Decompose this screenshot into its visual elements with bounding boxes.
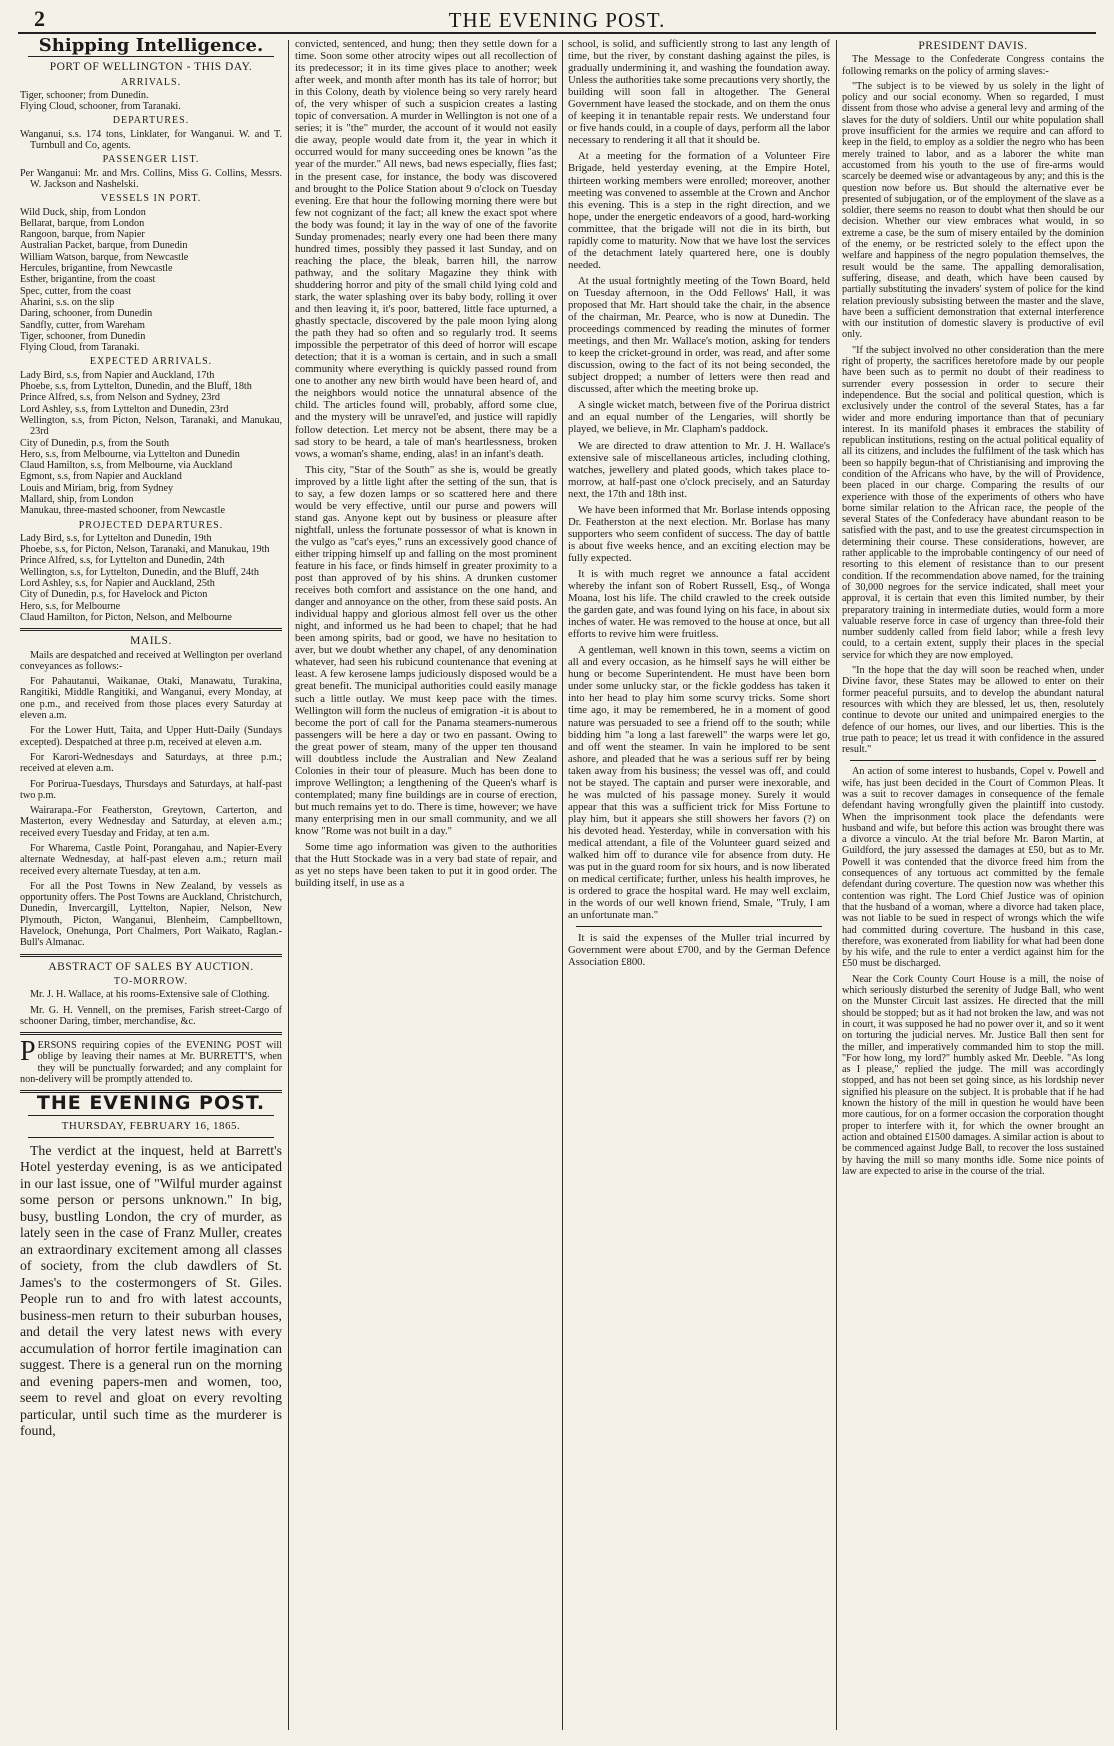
article-paragraph: This city, "Star of the South" as she is, would be greatly improved by a little light after the setting of the sun, that is to say, a few dozen lamps or so scattered here and there would be very effective, until our purse and powers will stand gas. Anyone kept out by business or pleasure after nightfall, unless the fortunate possessor of what is known in the vulgo as "cat's eyes," runs an excessively good chance of either tripping himself up and falling on the most prominent feature in his face, or finds himself in greater proximity to a post than approved of by his shins. A drunken customer receives both comfort and assistance on the one hand, and danger and annoyance on the other, from these said posts. An individual happy and glorious almost fell over us the other night, and informed us he had been to chapel; that he had been among spirits, bad or good, we have no hesitation to aver, but we doubt whether any chapel, of any denomination whatever, had seen his rubicund countenance that evening at least. A few kerosene lamps judiciously disposed would be a great benefit. The municipal authorities could easily manage such a little outlay. We must keep pace with the times. Wellington will form the nucleus of emigration -it is about to become the port of call for the Panama steamers-numerous passengers will be here a day or two en passant. Owing to the great power of steam, many of the upper ten thousand will doubtless include the Australian and New Zealand Colonies in their tour of pleasure. Much has been done to improve Wellington; a lengthening of the Queen's wharf is contemplated; many fine buildings are in course of erection, but much remains yet to do. There is time, however; we have many enterprising men in our small community, and we all know "Rome was not built in a day.": [295, 463, 557, 838]
vessel-item: Wild Duck, ship, from London: [20, 206, 146, 218]
vessel-item: Spec, cutter, from the coast: [20, 285, 132, 297]
divider: [28, 56, 274, 57]
article-paragraph: Some time ago information was given to the authorities that the Hutt Stockade was in a very bad state of repair, and as yet no steps have been taken to put it in good order. The building itself, in use as a: [295, 841, 557, 890]
projected-item: Prince Alfred, s.s, for Lyttelton and Dunedin, 24th: [20, 555, 225, 567]
vessel-item: Sandfly, cutter, from Wareham: [20, 319, 145, 331]
leader-article: The verdict at the inquest, held at Barrett's Hotel yesterday evening, is as we anticipated in our last issue, one of "Wilful murder against some person or persons unknown." In big, busy, bustling London, the cry of murder, as lately seen in the case of Franz Muller, creates an extraordinary excitement among all classes of society, from the club dawdlers of St. James's to the costermongers of St. Giles. People run to and fro with latest accounts, business-men return to their suburban houses, and detail the very latest news with every accumulation of horror fertile imagination can suggest. There is a general run on the morning and evening papers-men and women, too, seem to revel and gloat on every revolting particular, until such time as the murderer is found,: [20, 1142, 282, 1439]
article-paragraph: An action of some interest to husbands, Copel v. Powell and wife, has just been decided in the Court of Common Pleas. It was a suit to recover damages in consequence of the female defendant having wrongfully given the plaintiff into custody. When the imprisonment took place the defendants were husband and wife, but before this action was brought there was a divorce a vinculo. At the trial before Mr. Baron Martin, at Guildford, the jury assessed the damages at £50, but as to Mr. Powell it was contended that the divorce freed him from the consequences of any tortuous act committed by the female defendant during coverture. The question now was whether this contention was right. The Lord Chief Justice was of opinion that the husband of a woman, where a divorce had taken place, was not liable to be sued in respect of wrongs which the wife had committed during coverture. The husband in this case, therefore, was exonerated from liability for what had been done by his wife, and the rule to enter a verdict against him for the £50 must be discharged.: [842, 766, 1104, 970]
mails-paragraph: For the Lower Hutt, Taita, and Upper Hutt-Daily (Sundays excepted). Despatched at three p.m, received at eleven a.m.: [20, 725, 282, 748]
expected-item: Lady Bird, s.s, from Napier and Auckland, 17th: [20, 369, 215, 381]
article-paragraph: "In the hope that the day will soon be reached when, under Divine favor, these States may be allowed to enter on their former peaceful pursuits, and to develop the abundant natural resources with which they are blessed, let us, then, resolutely continue to devote our united and unimpaired energies to the defence of our homes, our lives, and our liberties. This is the true path to peace; let us tread it with confidence in the assured result.": [842, 665, 1104, 756]
arrivals-heading: ARRIVALS.: [120, 76, 182, 88]
mails-paragraph: For all the Post Towns in New Zealand, by vessels as opportunity offers. The Post Towns are Auckland, Christchurch, Dunedin, Invercargill, Lyttelton, Napier, Nelson, New Plymouth, Picton, Wanganui, Blenheim, Campbelltown, Havelock, Onehunga, Port Chalmers, Port Waikato, Raglan.-Bull's Almanac.: [20, 880, 282, 949]
vessels-heading: VESSELS IN PORT.: [100, 193, 202, 205]
article-paragraph: "The subject is to be viewed by us solely in the light of policy and our social economy. When so regarded, I must dissent from those who advise a general levy and arming of the slaves for the duty of soldiers. Until our white population shall prove insufficient for the armies we require and can afford to keep in the field, to employ as a soldier the negro who has been merely trained to labor, and as a laborer the white man accustomed from his youth to the use of fire-arms would scarcely be deemed wise or advantageous by any; and this is the question now before us. But should the alternative ever be presented of subjugation, or of the employment of the slave as a soldier, there seems no reason to doubt what then should be our decision. Whether our view embraces what would, in so extreme a case, be the sum of misery entailed by the dominion of the enemy, or be restricted solely to the effect upon the welfare and happiness of the negro population themselves, the result would be the same. The appalling demoralisation, suffering, disease, and death, which have been caused by partially substituting the invaders' system of police for the kind relation previously subsisting between the master and the slave, have been a sufficient demonstration that external interference with our institution of domestic slavery is productive of evil only.: [842, 80, 1104, 341]
divider: [28, 1137, 274, 1138]
article-heading: PRESIDENT DAVIS.: [918, 40, 1028, 52]
vessel-item: Tiger, schooner, from Dunedin: [20, 330, 146, 342]
departure-item: Wanganui, s.s. 174 tons, Linklater, for Wanganui. W. and T. Turnbull and Co, agents.: [20, 128, 282, 152]
article-paragraph: Near the Cork County Court House is a mill, the noise of which seriously disturbed the serenity of Judge Ball, who went on the Munster Circuit last assizes. He directed that the mill should be stopped; but as it had not broken the law, and was not in court, it was supposed he had no power over it, and so it went on torturing the judicial nerves. Mr. Justice Ball then sent for the miller, and imperatively commanded him to stop the mill. "For how long, my lord?" humbly asked Mr. Deeble. "As long as I please," replied the judge. The mill was accordingly stopped, and has not been set going since, as his lordship never signified his pleasure on the subject. It is probable that if he had known the history of the mill in question he would have been more cautious, for on a former occasion the corporation thought proper to interfere with it, for which the owner brought an action and obtained £1500 damages. A similar action is about to be commenced against Judge Ball, to recover the loss sustained by having the mill so many months idle. Some nice points of law are expected to arise in the course of the trial.: [842, 973, 1104, 1177]
expected-item: City of Dunedin, p.s, from the South: [20, 437, 170, 449]
article-paragraph: A single wicket match, between five of the Porirua district and an equal number of the Lengaries, will shortly be played, we believe, in Mr. Clapham's paddock.: [568, 399, 830, 436]
column-2: [295, 38, 557, 1734]
article-paragraph: A gentleman, well known in this town, seems a victim on all and every occasion, as he himself says he will either be hung or become Superintendent. He must have been born under some unlucky star, or the fickle goddess has taken it into her head to play him some scurvy tricks. Some short time ago, it may be remembered, he in a moment of good nature was persuaded to see a friend off to the south; while bidding him "a long a last farewell" the warps were let go, and off went the steamer. In vain he implored to be sent ashore, and pleaded that he was a serious suff rer by being taken away from his business; the vessel was off, and could not be stayed. The captain and purser were inexorable, and he was mulcted of his passage money. Surely it would appear that this was a sufficient trick for Miss Fortune to play him, but it appears she still showers her favors (?) on his devoted head. Yesterday, while in conversation with his medical attendant, a file of the Volunteer guard seized and walked him off to durance vile for absence from duty. He was put in the guard room for six hours, and is now liberated on medical certificate; further, unless his health improves, he is ordered to grace the hospital ward. He may well exclaim, in the words of our well known friend, Smale, "Truly, I am an unfortunate man.": [568, 644, 830, 922]
column-rule: [288, 40, 289, 1730]
vessel-item: Aharini, s.s. on the slip: [20, 296, 115, 308]
expected-item: Hero, s.s, from Melbourne, via Lyttelton and Dunedin: [20, 448, 240, 460]
article-paragraph: At a meeting for the formation of a Volunteer Fire Brigade, held yesterday evening, at the Empire Hotel, thirteen working members were enrolled; moreover, another meeting was convened to assemble at the Crown and Anchor this evening. This is a step in the right direction, and we hope, under the energetic endeavors of a good, hard-working committee, that the brigade will not die in its birth, but rapidly come to maturity. Now that we have lost the services of the detachment lately quartered here, one is doubly needed.: [568, 150, 830, 271]
divider: [28, 1115, 274, 1116]
vessel-item: Esther, brigantine, from the coast: [20, 274, 156, 286]
vessel-item: Bellarat, barque, from London: [20, 217, 145, 229]
vessel-item: Daring, schooner, from Dunedin: [20, 308, 153, 320]
expected-item: Lord Ashley, s.s, from Lyttelton and Dunedin, 23rd: [20, 403, 229, 415]
article-paragraph: We are directed to draw attention to Mr. J. H. Wallace's extensive sale of miscellaneous articles, including clothing, watches, jewellery and plated goods, which takes place to-morrow, at half-past one o'clock precisely, and an Saturday next, the 17th and 18th inst.: [568, 439, 830, 500]
article-paragraph: At the usual fortnightly meeting of the Town Board, held on Tuesday afternoon, in the Odd Fellows' Hall, it was proposed that Mr. Hart should take the chair, in the absence of the chairman, Mr. Pearce, who is now at Dunedin. The proceedings commenced by reading the minutes of former meetings, and then Mr. Wallace's motion, asking for tenders to keep the cricket-ground in order, was read, and after some discussion, owing to the fact of its not being seconded, the subject dropped; a number of letters were then read and discussed, after which the meeting broke up.: [568, 274, 830, 396]
vessel-item: Hercules, brigantine, from Newcastle: [20, 263, 173, 275]
article-paragraph: It is said the expenses of the Muller trial incurred by Government were about £700, and by the German Defence Association £800.: [568, 932, 830, 969]
article-paragraph: It is with much regret we announce a fatal accident whereby the infant son of Robert Russell, Esq., of Wonga Moana, lost his life. The child crawled to the creek outside the garden gate, and was found lying on his face, in about six inches of water. He was removed to the house at once, but all efforts to revive him were fruitless.: [568, 567, 830, 641]
vessel-item: William Watson, barque, from Newcastle: [20, 251, 189, 263]
expected-item: Wellington, s.s, from Picton, Nelson, Taranaki, and Manukau, 23rd: [20, 414, 282, 438]
column-1: [20, 38, 282, 1734]
column-rule: [562, 40, 563, 1730]
vessel-item: Australian Packet, barque, from Dunedin: [20, 240, 188, 252]
column-rule: [836, 40, 837, 1730]
vessel-item: Flying Cloud, from Taranaki.: [20, 342, 140, 354]
projected-item: Lord Ashley, s.s, for Napier and Auckland, 25th: [20, 578, 215, 590]
article-paragraph: school, is solid, and sufficiently strong to last any length of time, but the river, by constant dashing against the piles, is gradually undermining it, and washing the foundation away. Unless the authorities take some precautions very shortly, the building will soon fall in altogether. The General Government have leased the stockade, and on them the onus of keeping it in tenantable repair rests. We understand four or five hands could, in a couple of days, perform all the labor necessary to rendering it all that it should be.: [568, 38, 830, 147]
expected-item: Manukau, three-masted schooner, from Newcastle: [20, 505, 225, 517]
projected-heading: PROJECTED DEPARTURES.: [78, 519, 224, 531]
arrival-item: Tiger, schooner; from Dunedin.: [20, 89, 149, 101]
mails-paragraph: For Pahautanui, Waikanae, Otaki, Manawatu, Turakina, Rangitiki, Middle Rangitiki, and Wanganui, every Monday, at one p.m., and received from those places every Saturday at eleven a.m.: [20, 676, 282, 722]
article-paragraph: We have been informed that Mr. Borlase intends opposing Dr. Featherston at the next election. Mr. Borlase has many supporters who seem confident of success. The day of battle is about five weeks hence, and an exciting election may be fully expected.: [568, 503, 830, 564]
passenger-heading: PASSENGER LIST.: [102, 154, 200, 166]
projected-item: Claud Hamilton, for Picton, Nelson, and Melbourne: [20, 611, 232, 623]
port-heading: PORT OF WELLINGTON - THIS DAY.: [49, 61, 253, 74]
mails-paragraph: For Porirua-Tuesdays, Thursdays and Saturdays, at half-past two p.m.: [20, 778, 282, 801]
divider: [20, 628, 282, 631]
projected-item: Wellington, s.s, for Lyttelton, Dunedin, and the Bluff, 24th: [20, 566, 259, 578]
masthead: [18, 6, 1096, 34]
column-3: [568, 38, 830, 1734]
article-intro: The Message to the Confederate Congress contains the following remarks on the policy of arming slaves:-: [842, 54, 1104, 77]
article-paragraph: "If the subject involved no other consideration than the mere right of property, the sacrifices heretofore made by our people have been such as to permit no doubt of their readiness to surrender every possession in order to secure their independence. But the social and political question, which is exclusively under the control of the several States, has a far wider and more enduring importance than that of pecuniary interest. In its manifold phases it embraces the stability of republican institutions, resting on the actual political equality of all its citizens, and includes the fulfilment of the task which has been so happily begun-that of Christianising and improving the condition of the Africans who have, by the will of Providence, been placed in our charge. Comparing the results of our experience with those of the experiments of others who have borne similar relation to the African race, the people of the several States of the Confederacy have abundant reason to be satisfied with the past, and to use the greatest circumspection in determining their course. These considerations, however, are rather applicable to the improbable contingency of our need of resorting to this element of resistance than to our present condition. If the recommendation above named, for the training of 30,000 negroes for the service indicated, shall meet your approval, it is certain that even this limited number, by their preparatory training in intermediate duties, would form a more valuable reserve force in case of urgency than three-fold their number suddenly called from field labor; while a fresh levy could, to a certain extent, supply their places in the special service for which they are now employed.: [842, 344, 1104, 661]
mails-paragraph: Wairarapa.-For Featherston, Greytown, Carterton, and Masterton, every Wednesday and Saturday, at eleven a.m.; received every Tuesday and Friday, at ten a.m.: [20, 805, 282, 839]
shipping-heading: Shipping Intelligence.: [38, 38, 264, 56]
divider: [20, 1032, 282, 1035]
expected-item: Claud Hamilton, s.s, from Melbourne, via Auckland: [20, 460, 233, 472]
expected-item: Phoebe, s.s, from Lyttelton, Dunedin, and the Bluff, 18th: [20, 381, 252, 393]
column-4: [842, 38, 1104, 1734]
vessel-item: Rangoon, barque, from Napier: [20, 229, 145, 241]
passenger-item: Per Wanganui: Mr. and Mrs. Collins, Miss G. Collins, Messrs. W. Jackson and Nashelski.: [20, 167, 282, 190]
expected-item: Prince Alfred, s.s, from Nelson and Sydney, 23rd: [20, 392, 220, 404]
subscription-notice: PERSONS requiring copies of the EVENING POST will oblige by leaving their names at Mr. BURRETT'S, when they will be punctually forwarded; and any complaint for non-delivery will be promptly attended to.: [20, 1036, 282, 1086]
paper-title: THE EVENING POST.: [36, 1092, 266, 1115]
auction-item: Mr. J. H. Wallace, at his rooms-Extensive sale of Clothing.: [30, 989, 270, 1001]
auction-item: Mr. G. H. Vennell, on the premises, Farish street-Cargo of schooner Daring, timber, merchandise, &c.: [20, 1004, 282, 1027]
expected-item: Louis and Miriam, brig, from Sydney: [20, 482, 174, 494]
mails-paragraph: Mails are despatched and received at Wellington per overland conveyances as follows:-: [20, 649, 282, 672]
projected-item: Phoebe, s.s, for Picton, Nelson, Taranaki, and Manukau, 19th: [20, 544, 270, 556]
dateline: THURSDAY, FEBRUARY 16, 1865.: [61, 1119, 241, 1132]
expected-heading: EXPECTED ARRIVALS.: [89, 356, 213, 368]
page-number: 2: [34, 6, 45, 31]
projected-item: City of Dunedin, p.s, for Havelock and Picton: [20, 589, 208, 601]
projected-item: Hero, s.s, for Melbourne: [20, 600, 121, 612]
arrival-item: Flying Cloud, schooner, from Taranaki.: [20, 101, 181, 113]
expected-item: Mallard, ship, from London: [20, 493, 134, 505]
divider: [20, 954, 282, 957]
mails-paragraph: For Wharema, Castle Point, Porangahau, and Napier-Every alternate Wednesday, at half-past eleven a.m.; return mail received every alternate Tuesday, at ten a.m.: [20, 843, 282, 877]
auction-subheading: TO-MORROW.: [113, 975, 189, 987]
projected-item: Lady Bird, s.s, for Lyttelton and Dunedin, 19th: [20, 532, 212, 544]
divider: [850, 760, 1096, 761]
article-paragraph: convicted, sentenced, and hung; then they settle down for a time. Soon some other atrocity wipes out all recollection of its predecessor; it in its time gives place to another; week after week, and month after month has its tale of horror; but in this Colony, death by violence being so very rarely heard of, the very whisper of such a suspicion creates a lasting topic of conversation. A murder in Wellington is not one of a series; it is "the" murder, the account of it would not easily die away, people would date from it, the year in which it occurred would for many succeeding ones be known "as the year of the murder." All news, bad news especially, flies fast; in the present case, for instance, the body was discovered and brought to the Police Station about 9 o'clock on Tuesday evening. Ere that hour the following morning there were but few not cognizant of the fact; all knew the exact spot where the body was found; it lay in the way of one of the favorite Sunday promenades; nearly every one had been there many hundred times, possibly they passed it last Sunday, and on reaching the place, the bleak, barren hill, the narrow pathway, and the solitary Magazine they think with shuddering horror and pity of the small child lying cold and stark, the water splashing over its baby body, rolling it over and then leaving it, it's poor, battered, little face upturned, a ghastly spectacle, discovered by the pale moon lying along the path they had so often and so regularly trod. It seems impossible the perpetrator of this deed of horror will escape detection; that it is a woman is certain, and in such a small community where everything is quickly passed round from one to another any new birth would have been heard of, and the neighbors would notice the unnatural absence of the child. The articles found will, probably, afford some clue, and the mystery will be unravel'ed, and justice will rapidly follow detection. Let mercy not be absent, there may be a sad story to be heard, a tale of man's heartlessness, broken vows, a woman's shame, ending, alas! in an infant's death.: [295, 38, 557, 460]
mails-heading: MAILS.: [130, 635, 172, 648]
mails-paragraph: For Karori-Wednesdays and Saturdays, at three p.m.; received at eleven a.m.: [20, 751, 282, 775]
departures-heading: DEPARTURES.: [112, 115, 190, 127]
expected-item: Egmont, s.s, from Napier and Auckland: [20, 471, 182, 483]
running-title: THE EVENING POST.: [448, 8, 666, 32]
auction-heading: ABSTRACT OF SALES BY AUCTION.: [48, 960, 254, 973]
divider: [576, 926, 822, 927]
